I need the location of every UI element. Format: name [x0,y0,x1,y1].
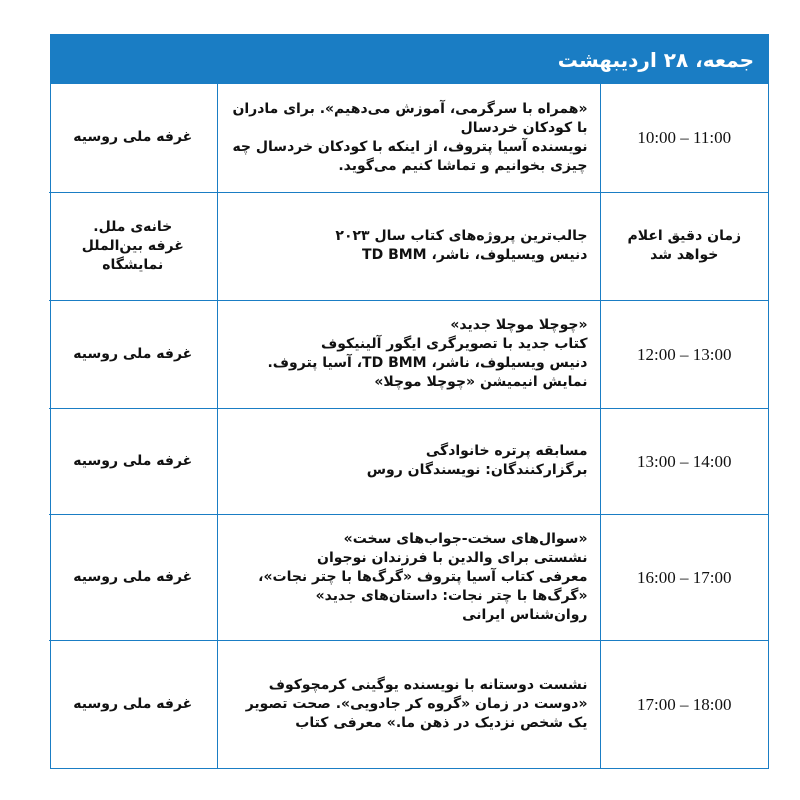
event-line: دنیس ویسیلوف، ناشر، TD BMM، آسیا پتروف. [267,355,588,371]
event-cell [217,514,600,640]
table-row [49,192,768,300]
event-cell [217,300,600,408]
event-line: «سوال‌های سخت-جواب‌های سخت» [343,530,588,547]
time-text: زمان دقیق اعلام خواهد شد [627,228,742,263]
venue-line: نمایشگاه [102,256,164,273]
event-line: جالب‌ترین پروژه‌های کتاب سال ۲۰۲۳ [335,228,588,244]
event-line: مسابقه پرتره خانوادگی [425,443,588,459]
event-line: برگزارکنندگان: نویسندگان روس [366,462,588,478]
venue-line: غرفه ملی روسیه [73,129,193,146]
event-line: کتاب جدید با تصویرگری ایگور آلینیکوف [321,336,588,352]
event-line: «چوچلا موچلا جدید» [450,317,588,333]
venue-line: غرفه ملی روسیه [73,695,193,712]
events-table [49,84,768,768]
event-line: روان‌شناس ایرانی [462,606,588,623]
venue-cell [49,192,217,300]
venue-cell [49,84,217,192]
time-cell: 17:00 – 18:00 [600,640,768,768]
venue-cell [49,514,217,640]
time-cell [600,192,768,300]
date-title: جمعه، ۲۸ اردیبهشت [557,47,754,72]
venue-line: غرفه ملی روسیه [73,568,193,585]
event-line: دنیس ویسیلوف، ناشر، TD BMM [362,247,588,263]
venue-cell [49,300,217,408]
event-line: نویسنده آسیا پتروف، از اینکه با کودکان خردسال چه چیزی بخوانیم و تماشا کنیم می‌گوید. [232,138,588,174]
venue-line: غرفه ملی روسیه [73,452,193,469]
event-line: نشست دوستانه با نویسنده یوگینی کرمچوکوف [268,676,588,693]
venue-cell [49,640,217,768]
event-line: «همراه با سرگرمی، آموزش می‌دهیم». برای مادران با کودکان خردسال [232,100,588,136]
table-row [49,640,768,768]
venue-line: غرفه بین‌الملل [81,237,184,254]
event-cell [217,640,600,768]
table-row [49,514,768,640]
time-cell: 10:00 – 11:00 [600,84,768,192]
event-line: نشستی برای والدین با فرزندان نوجوان [317,549,588,566]
schedule-table [50,34,769,769]
venue-cell [49,408,217,514]
time-cell: 13:00 – 14:00 [600,408,768,514]
date-header [51,35,768,84]
venue-line: غرفه ملی روسیه [73,345,193,362]
time-cell: 16:00 – 17:00 [600,514,768,640]
event-line: «دوست در زمان «گروه کر جادویی». صحت تصویر یک شخص نزدیک در ذهن ما.» معرفی کتاب [245,695,588,731]
event-cell [217,192,600,300]
table-row [49,408,768,514]
time-cell: 12:00 – 13:00 [600,300,768,408]
event-cell [217,84,600,192]
event-line: نمایش انیمیشن «چوچلا موچلا» [374,374,588,390]
table-row [49,84,768,192]
event-cell [217,408,600,514]
event-line: معرفی کتاب آسیا پتروف «گرگ‌ها با چتر نجات»، «گرگ‌ها با چتر نجات: داستان‌های جدید» [258,568,588,604]
venue-line: خانه‌ی ملل. [93,218,173,235]
table-row [49,300,768,408]
